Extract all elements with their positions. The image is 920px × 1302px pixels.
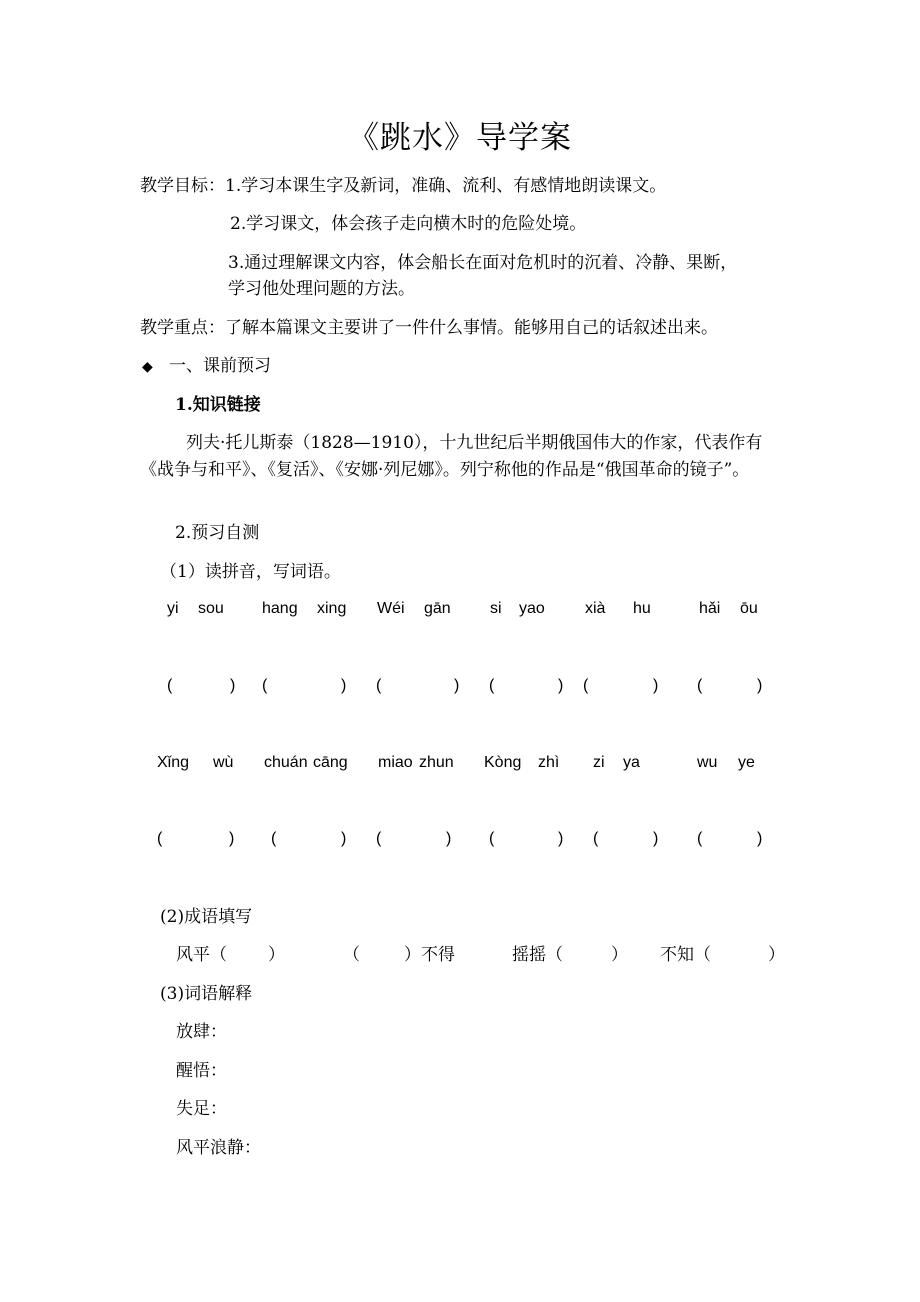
self-test-title: 2.预习自测 — [175, 523, 260, 543]
answer-blank-close: ) — [653, 830, 659, 847]
page-title: 《跳水》导学案 — [348, 120, 572, 156]
answer-blank-close: ) — [446, 830, 452, 847]
key-point — [140, 316, 718, 340]
answer-blank-open: ( — [376, 830, 382, 847]
pinyin-syllable: hǎi — [699, 600, 721, 617]
pinyin-syllable: yao — [519, 600, 545, 617]
objective-2: 2.学习课文，体会孩子走向横木时的危险处境。 — [230, 214, 587, 234]
objective-1: 1.学习本课生字及新词，准确、流利、有感情地朗读课文。 — [225, 176, 667, 196]
answer-blank-close: ) — [653, 677, 659, 694]
question-3-title: (3)词语解释 — [160, 984, 253, 1004]
pinyin-syllable: ōu — [740, 600, 758, 617]
pinyin-syllable: miao — [378, 754, 413, 771]
idiom-part: ） — [768, 945, 785, 965]
idiom-part: ）不得 — [404, 945, 455, 965]
pinyin-syllable: wu — [697, 754, 718, 771]
pinyin-syllable: Wéi — [377, 600, 405, 617]
idiom-part: （ — [343, 945, 360, 965]
answer-blank-close: ) — [341, 677, 347, 694]
answer-blank-open: ( — [376, 677, 382, 694]
answer-blank-close: ) — [558, 677, 564, 694]
answer-blank-open: ( — [583, 677, 589, 694]
answer-blank-open: ( — [157, 830, 163, 847]
pinyin-syllable: chuán — [264, 754, 308, 771]
idiom-part: 摇摇（ — [512, 945, 563, 965]
pinyin-syllable: zi — [593, 754, 605, 771]
pinyin-syllable: cāng — [313, 754, 348, 771]
answer-blank-close: ) — [229, 830, 235, 847]
pinyin-syllable: ye — [738, 754, 755, 771]
idiom-part: ） — [268, 945, 285, 965]
pinyin-syllable: hu — [633, 600, 651, 617]
question-1-title: （1）读拼音，写词语。 — [160, 562, 341, 582]
question-2-title: (2)成语填写 — [160, 907, 253, 927]
knowledge-link-paragraph: 列夫·托儿斯泰（1828—1910），十九世纪后半期俄国伟大的作家，代表作有《战争与和平》、《复活》、《安娜·列尼娜》。列宁称他的作品是“俄国革命的镜子”。 — [140, 433, 763, 480]
section-1-title: 一、课前预习 — [169, 356, 271, 376]
pinyin-syllable: gān — [424, 600, 451, 617]
key-point-text: 了解本篇课文主要讲了一件什么事情。能够用自己的话叙述出来。 — [225, 318, 718, 338]
objectives-line-1 — [140, 174, 666, 198]
diamond-bullet-icon: ◆ — [142, 359, 153, 375]
pinyin-syllable: xing — [317, 600, 347, 617]
key-point-label: 教学重点： — [140, 318, 225, 338]
answer-blank-close: ) — [757, 830, 763, 847]
section-1-heading — [142, 354, 271, 379]
pinyin-syllable: si — [490, 600, 502, 617]
pinyin-syllable: yi — [167, 600, 179, 617]
objectives-label: 教学目标： — [140, 176, 225, 196]
pinyin-syllable: zhun — [419, 754, 454, 771]
term-item: 放肆： — [176, 1022, 227, 1042]
answer-blank-close: ) — [454, 677, 460, 694]
answer-blank-open: ( — [262, 677, 268, 694]
answer-blank-open: ( — [489, 677, 495, 694]
idiom-part: 风平（ — [176, 945, 227, 965]
pinyin-syllable: zhì — [538, 754, 560, 771]
answer-blank-close: ) — [757, 677, 763, 694]
answer-blank-close: ) — [230, 677, 236, 694]
answer-blank-close: ) — [558, 830, 564, 847]
pinyin-syllable: Kòng — [484, 754, 522, 771]
pinyin-syllable: Xǐng — [157, 754, 190, 771]
objective-3-line-1: 3.通过理解课文内容，体会船长在面对危机时的沉着、冷静、果断， — [228, 253, 738, 273]
pinyin-syllable: xià — [585, 600, 606, 617]
objective-3-line-2: 学习他处理问题的方法。 — [228, 279, 415, 299]
knowledge-link-title: 1.知识链接 — [175, 395, 261, 415]
answer-blank-open: ( — [697, 677, 703, 694]
answer-blank-open: ( — [593, 830, 599, 847]
answer-blank-open: ( — [271, 830, 277, 847]
pinyin-syllable: sou — [198, 600, 224, 617]
idiom-part: ） — [611, 945, 628, 965]
idiom-part: 不知（ — [660, 945, 711, 965]
answer-blank-close: ) — [341, 830, 347, 847]
pinyin-syllable: hang — [262, 600, 298, 617]
term-item: 失足： — [176, 1099, 227, 1119]
term-item: 醒悟： — [176, 1061, 227, 1081]
term-item: 风平浪静： — [176, 1138, 261, 1158]
pinyin-syllable: ya — [623, 754, 640, 771]
answer-blank-open: ( — [167, 677, 173, 694]
answer-blank-open: ( — [697, 830, 703, 847]
answer-blank-open: ( — [489, 830, 495, 847]
pinyin-syllable: wù — [213, 754, 234, 771]
